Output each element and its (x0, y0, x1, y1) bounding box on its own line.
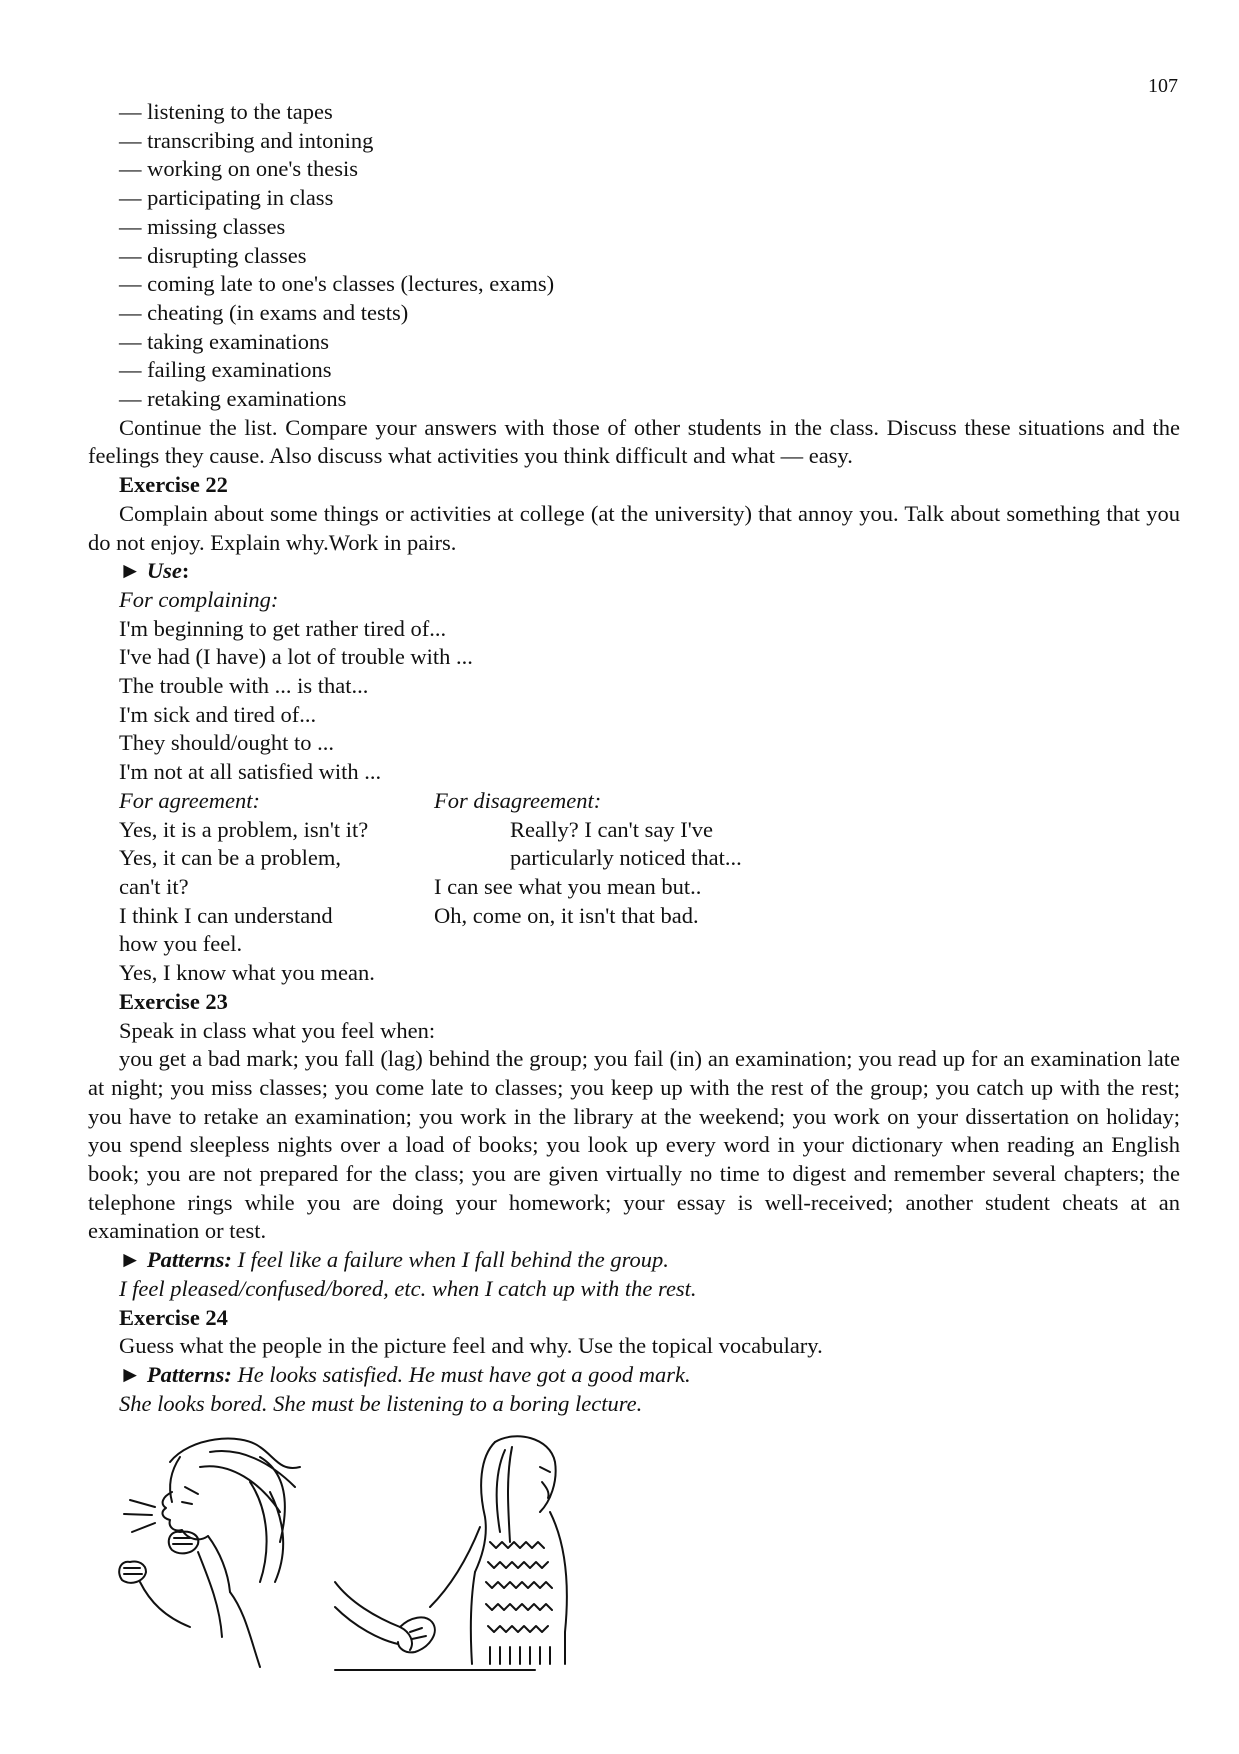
list-item: — participating in class (119, 185, 334, 211)
list-item: — failing examinations (119, 357, 332, 383)
list-item: — taking examinations (119, 328, 329, 354)
list-item: — transcribing and intoning (119, 127, 374, 153)
phrase-line: I'm beginning to get rather tired of... (119, 615, 447, 641)
disagreement-column (434, 787, 1180, 988)
list-item: — working on one's thesis (119, 156, 359, 182)
disagreement-line: Really? I can't say I've (510, 816, 714, 842)
exercise-23-prompt: Speak in class what you feel when: (119, 1017, 436, 1043)
arrow-marker: ► (119, 558, 147, 584)
pattern-sentence: She looks bored. She must be listening to a boring lecture. (119, 1390, 643, 1416)
exercise-22-instruction: Complain about some things or activities at college (at the university) that annoy you. Talk about something that you do not enjoy. Explain why.Work in pairs. (88, 500, 1180, 555)
illustrations (110, 1432, 600, 1672)
pattern-sentence: He looks satisfied. He must have got a good mark. (237, 1361, 691, 1387)
page-number: 107 (1148, 75, 1178, 97)
list-item: — disrupting classes (119, 242, 307, 268)
page-content (88, 98, 1180, 1418)
activity-list (88, 98, 1180, 414)
use-line (88, 557, 1180, 586)
exercise-24-heading: Exercise 24 (119, 1304, 228, 1330)
disagreement-label: For disagreement: (434, 787, 602, 813)
disagreement-line: I can see what you mean but.. (434, 873, 702, 899)
phrase-line: I'm not at all satisfied with ... (119, 759, 382, 785)
agreement-line: can't it? (119, 873, 189, 899)
complaining-phrases (88, 615, 1180, 787)
agreement-line: Yes, I know what you mean. (119, 960, 375, 986)
use-label: Use (146, 558, 182, 584)
exercise-23-pattern-line (88, 1246, 1180, 1275)
list-item: — coming late to one's classes (lectures, exams) (119, 271, 555, 297)
phrase-line: They should/ought to ... (119, 730, 334, 756)
patterns-label: ► Patterns: (119, 1361, 232, 1387)
bored-girl-illustration (335, 1436, 567, 1670)
agreement-column (88, 787, 434, 988)
disagreement-line: particularly noticed that... (510, 845, 742, 871)
continue-paragraph: Continue the list. Compare your answers with those of other students in the class. Discuss these situations and the feelings they cause. Also discuss what activities you think difficult and what — easy. (88, 414, 1180, 469)
complaining-label: For complaining: (119, 586, 279, 612)
list-item: — retaking examinations (119, 386, 347, 412)
agreement-line: I think I can understand (119, 902, 333, 928)
phrase-line: I'm sick and tired of... (119, 701, 317, 727)
phrase-line: I've had (I have) a lot of trouble with ... (119, 644, 473, 670)
illustration-svg (110, 1432, 600, 1672)
agree-disagree-columns (88, 787, 1180, 988)
exercise-23-heading: Exercise 23 (119, 988, 228, 1014)
exercise-24-pattern-line (88, 1361, 1180, 1390)
exercise-23-situations: you get a bad mark; you fall (lag) behind the group; you fail (in) an examination; you read up for an examination late at night; you miss classes; you come late to classes; you keep up with the rest of the group; you catch up with the rest; you have to retake an examination; you work in the library at the weekend; you work on your dissertation on holiday; you spend sleepless nights over a load of books; you look up every word in your dictionary when reading an English book; you are not prepared for the class; you are given virtually no time to digest and remember several chapters; the telephone rings while you are doing your homework; your essay is well-received; another student cheats at an examination or test. (88, 1046, 1180, 1244)
agreement-label: For agreement: (119, 787, 260, 813)
patterns-label: ► Patterns: (119, 1247, 232, 1273)
frustrated-person-illustration (119, 1439, 300, 1667)
disagreement-line: Oh, come on, it isn't that bad. (434, 902, 699, 928)
use-colon: : (181, 558, 190, 584)
agreement-line: Yes, it can be a problem, (119, 845, 342, 871)
pattern-sentence: I feel like a failure when I fall behind the group. (237, 1247, 669, 1273)
agreement-line: Yes, it is a problem, isn't it? (119, 816, 369, 842)
list-item: — missing classes (119, 213, 286, 239)
list-item: — listening to the tapes (119, 99, 333, 124)
exercise-24-prompt: Guess what the people in the picture feel and why. Use the topical vocabulary. (119, 1333, 823, 1359)
exercise-22-heading: Exercise 22 (119, 472, 228, 498)
pattern-sentence: I feel pleased/confused/bored, etc. when I catch up with the rest. (119, 1275, 697, 1301)
phrase-line: The trouble with ... is that... (119, 673, 369, 699)
agreement-line: how you feel. (119, 931, 243, 957)
list-item: — cheating (in exams and tests) (119, 299, 409, 325)
